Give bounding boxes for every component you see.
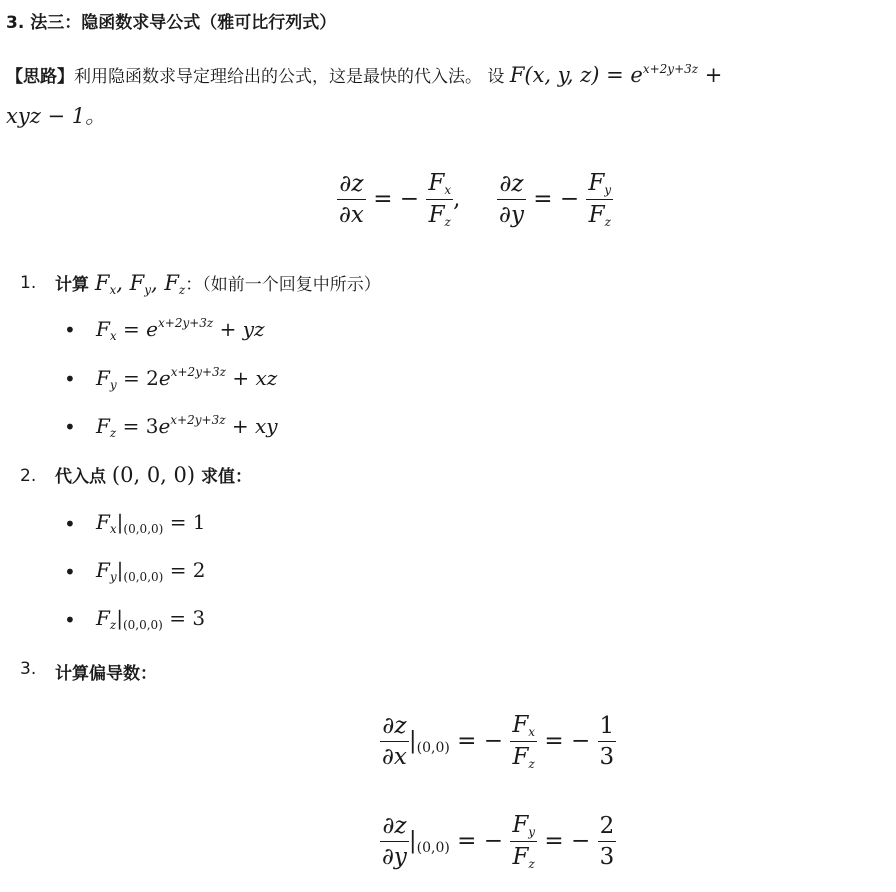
implicit-derivative-formula: $\frac{\partial z}{\partial x}$ = − $\frac{F_x}{F_z}$ , $\frac{\partial z}{\partial y}$ = − $\frac{F_y}{F_z}$ [339,170,612,229]
idea-text: 利用隐函数求导定理给出的公式，这是最快的代入法。 设 [74,67,510,87]
value-fx: $F_x|_{(0,0,0)} = 1$ [96,510,206,536]
partial-fy: $F_y = 2e^{x+2y+3z}$ + xz [96,365,278,392]
result-dz-dy: $\frac{\partial z}{\partial y}$ $|_{(0,0)}$ = − $\frac{F_y}{F_z}$ = − $\frac{2}{3}$ [382,812,615,871]
dz-dx-fraction: $\frac{\partial z}{\partial x}$ [339,171,364,228]
function-definition-cont: xyz − 1。 [6,104,107,128]
step-1-text: 计算 $F_x$, $F_y$, $F_z$：（如前一个回复中所示） [55,271,381,297]
dz-dy-fraction: $\frac{\partial z}{\partial y}$ [499,171,524,228]
idea-tag: 【思路】 [6,67,74,87]
bullet: • [64,512,76,536]
bullet: • [64,415,76,439]
section-heading: 3. 法三：隐函数求导公式（雅可比行列式） [6,13,337,33]
step-number-2: 2. [20,466,37,486]
bullet: • [64,560,76,584]
result-dz-dx: $\frac{\partial z}{\partial x}$ $|_{(0,0)}$ = − $\frac{F_x}{F_z}$ = − $\frac{1}{3}$ [382,712,615,771]
bullet: • [64,367,76,391]
step-3-text: 计算偏导数： [55,664,157,684]
value-fy: $F_y|_{(0,0,0)} = 2$ [96,558,206,584]
plus-sign: + [698,63,723,87]
bullet: • [64,608,76,632]
step-number-1: 1. [20,273,37,293]
partial-fx: $F_x = e^{x+2y+3z}$ + yz [96,316,265,343]
value-fz: $F_z|_{(0,0,0)} = 3$ [96,606,206,632]
idea-paragraph [6,63,722,86]
bullet: • [64,318,76,342]
fy-over-fz-fraction: $\frac{F_y}{F_z}$ [588,170,612,229]
step-2-text: 代入点 (0, 0, 0) 求值： [55,463,253,487]
partial-fz: $F_z = 3e^{x+2y+3z}$ + xy [96,413,278,440]
step-number-3: 3. [20,659,37,679]
function-definition: F(x, y, $z) = e^{x+2y+3z}$ [509,62,699,87]
fx-over-fz-fraction: $\frac{F_x}{F_z}$ [428,170,452,229]
